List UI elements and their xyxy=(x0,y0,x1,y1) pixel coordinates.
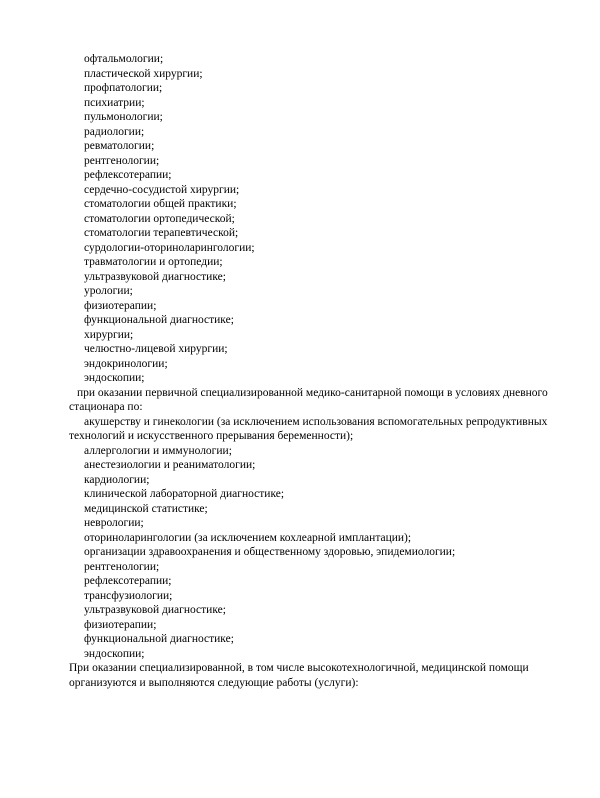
list-item: физиотерапии; xyxy=(84,299,157,312)
list-item: эндокринологии; xyxy=(84,357,168,370)
list-item: трансфузиологии; xyxy=(84,589,173,602)
list-item: ультразвуковой диагностике; xyxy=(84,604,226,616)
obstetrics-item-line-2: технологий и искусственного прерывания беременности); xyxy=(69,430,354,442)
specialty-list-2 xyxy=(0,444,600,662)
list-item: медицинской статистике; xyxy=(84,502,208,515)
list-item: аллергологии и иммунологии; xyxy=(84,444,232,457)
list-item: пластической хирургии; xyxy=(84,67,203,80)
list-item: психиатрии; xyxy=(84,96,145,109)
list-item: неврологии; xyxy=(84,517,144,529)
specialty-list-1 xyxy=(0,52,600,386)
list-item: урологии; xyxy=(84,285,133,297)
list-item: рентгенологии; xyxy=(84,560,160,573)
list-item: эндоскопии; xyxy=(84,647,145,660)
day-hospital-intro-line-1: при оказании первичной специализированной медико-санитарной помощи в условиях дневного xyxy=(77,386,548,399)
list-item: стоматологии общей практики; xyxy=(84,198,237,210)
list-item: ревматологии; xyxy=(84,140,155,152)
list-item: рефлексотерапии; xyxy=(84,169,172,181)
list-item: стоматологии ортопедической; xyxy=(84,212,235,225)
day-hospital-intro-line-2: стационара по: xyxy=(69,401,143,413)
list-item: профпатологии; xyxy=(84,82,163,94)
list-item: офтальмологии; xyxy=(84,53,164,65)
list-item: челюстно-лицевой хирургии; xyxy=(84,343,228,355)
list-item: стоматологии терапевтической; xyxy=(84,227,239,239)
list-item: кардиологии; xyxy=(84,473,150,486)
list-item: сурдологии-оториноларингологии; xyxy=(84,241,255,254)
obstetrics-item-line-1: акушерству и гинекологии (за исключением использования вспомогательных репродуктивных xyxy=(84,415,548,428)
list-item: эндоскопии; xyxy=(84,372,145,384)
list-item: организации здравоохранения и общественному здоровью, эпидемиологии; xyxy=(84,546,456,558)
list-item: сердечно-сосудистой хирургии; xyxy=(84,183,240,196)
list-item: хирургии; xyxy=(84,328,134,341)
list-item: функциональной диагностике; xyxy=(84,633,234,645)
list-item: травматологии и ортопедии; xyxy=(84,256,223,268)
specialized-care-paragraph-line-2: организуются и выполняются следующие работы (услуги): xyxy=(69,676,359,689)
document-body xyxy=(0,52,600,690)
list-item: клинической лабораторной диагностике; xyxy=(84,488,285,500)
list-item: радиологии; xyxy=(84,125,145,138)
list-item: ультразвуковой диагностике; xyxy=(84,270,226,283)
list-item: оториноларингологии (за исключением кохлеарной имплантации); xyxy=(84,531,412,544)
list-item: физиотерапии; xyxy=(84,618,157,631)
list-item: пульмонологии; xyxy=(84,111,163,123)
list-item: рентгенологии; xyxy=(84,154,160,167)
list-item: анестезиологии и реаниматологии; xyxy=(84,459,256,471)
list-item: рефлексотерапии; xyxy=(84,575,172,587)
list-item: функциональной диагностике; xyxy=(84,314,234,326)
specialized-care-paragraph-line-1: При оказании специализированной, в том числе высокотехнологичной, медицинской помощи xyxy=(69,662,529,674)
